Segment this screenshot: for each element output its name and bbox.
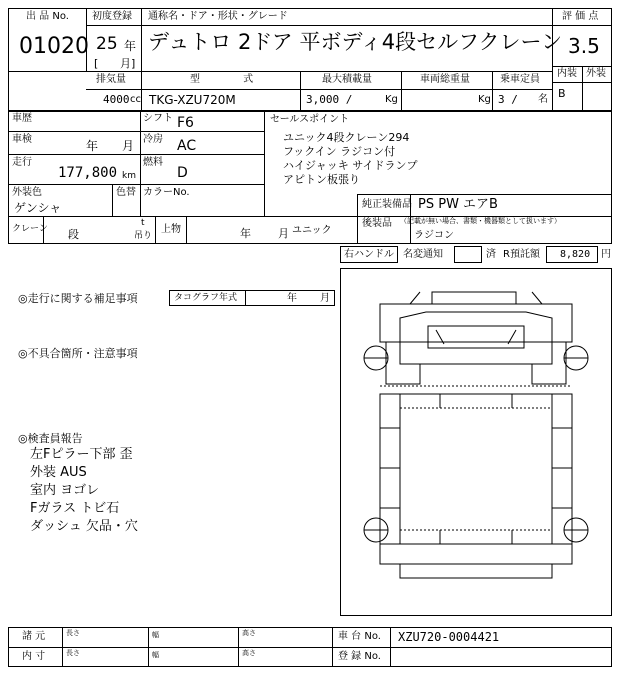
year-unit: 年 (124, 39, 137, 53)
max-load: 3,000 / (306, 93, 353, 106)
length-label: 長さ (66, 629, 80, 637)
genuine-equipment: PS PW エアB (418, 197, 498, 212)
body-label: 上物 (161, 224, 181, 235)
ext-color-label: 外装色 (12, 187, 42, 198)
ac: AC (177, 138, 197, 154)
chassis-label: 車 台 No. (338, 631, 381, 642)
first-reg-year: 25 (96, 34, 118, 54)
interior-grade: B (558, 87, 566, 100)
height-label-2: 高さ (242, 649, 256, 657)
score: 3.5 (568, 34, 600, 58)
max-load-unit: Kg (385, 94, 398, 105)
width-label: 幅 (152, 631, 159, 639)
mileage-unit: km (122, 171, 136, 181)
inspector-label: ◎検査員報告 (18, 432, 83, 445)
capacity-unit: 名 (538, 94, 548, 105)
specs-label: 諸 元 (22, 631, 46, 642)
shift: F6 (177, 115, 194, 131)
crane-label: クレーン (12, 224, 48, 234)
shift-label: シフト (143, 113, 173, 124)
crane-lift: 吊り (134, 231, 153, 241)
capacity-label: 乗車定員 (500, 74, 540, 85)
name-change-label: 名変通知 (403, 249, 443, 260)
mileage-label: 走行 (12, 157, 32, 168)
history-label: 車歴 (12, 113, 32, 124)
displacement: 4000 (103, 93, 130, 106)
name-label: 通称名・ドア・形状・グレード (148, 11, 288, 22)
exterior-grade-label: 外装 (586, 68, 606, 79)
interior-grade-label: 内装 (557, 68, 577, 79)
sales-points-label: セールスポイント (270, 114, 350, 125)
displacement-unit: cc (130, 94, 141, 105)
height-label: 高さ (242, 629, 256, 637)
body-maker: ユニック (292, 225, 332, 236)
mileage: 177,800 (58, 165, 118, 181)
crane-t: t (141, 218, 145, 228)
width-label-2: 幅 (152, 651, 159, 659)
displacement-label: 排気量 (96, 74, 126, 85)
inspector-report-item: Fガラス トビ石 (30, 501, 120, 516)
rhd-label: 右ハンドル (344, 249, 394, 260)
month-unit: 月] (120, 57, 136, 70)
inspector-report-item: 左Fピラー下部 歪 (30, 447, 133, 462)
aftermarket: ラジコン (414, 230, 454, 241)
aftermarket-label: 後装品 (362, 218, 392, 229)
sales-point: アピトン板張り (283, 173, 360, 186)
grade-label: 評 価 点 (562, 11, 599, 22)
model: TKG-XZU720M (149, 93, 236, 107)
body-year: 年 (240, 227, 251, 240)
fuel: D (177, 165, 188, 181)
aftermarket-note: （記載が無い場合、書類・機器類として扱います） (400, 217, 561, 225)
body-month: 月 (278, 227, 289, 240)
max-load-label: 最大積載量 (322, 74, 372, 85)
interior-dims-label: 内 寸 (22, 651, 46, 662)
gross-weight-unit: Kg (478, 94, 491, 105)
sales-point: ユニック4段クレーン294 (283, 131, 410, 144)
inspector-report-item: 外装 AUS (30, 465, 87, 480)
defects-label: ◎不具合箇所・注意事項 (18, 347, 138, 360)
color-no-label: 色替 (116, 187, 136, 198)
month-bracket: [ (94, 57, 99, 70)
tacho-month: 月 (320, 293, 330, 304)
recycle-deposit-label: R預託額 (503, 249, 540, 260)
sales-point: フックイン ラジコン付 (283, 145, 396, 158)
capacity: 3 / (498, 93, 518, 106)
inspector-report-item: ダッシュ 欠品・穴 (30, 519, 138, 534)
tachograph-label: タコグラフ年式 (174, 293, 238, 303)
lot-no-label: 出 品 No. (26, 11, 69, 22)
color-code-label: カラーNo. (143, 187, 190, 198)
gross-weight-label: 車両総重量 (420, 74, 470, 85)
driving-notes-label: ◎走行に関する補足事項 (18, 292, 138, 305)
fuel-label: 燃料 (143, 157, 163, 168)
ac-label: 冷房 (143, 134, 163, 145)
reg-label: 登 録 No. (338, 651, 381, 662)
lot-no: 01020 (19, 34, 89, 59)
inspection-label: 車検 (12, 134, 32, 145)
first-reg-label: 初度登録 (92, 11, 132, 22)
model-label: 型 式 (190, 74, 274, 85)
tacho-year: 年 (287, 293, 297, 304)
truck-damage-diagram (340, 268, 612, 616)
recycle-label: 済 (486, 249, 496, 260)
inspection-year: 年 (86, 139, 99, 153)
genuine-equipment-label: 純正装備品 (362, 199, 412, 210)
ext-color: ゲンシャ (14, 201, 62, 215)
inspection-month: 月 (122, 139, 135, 153)
recycle-deposit: 8,820 (560, 249, 591, 260)
length-label-2: 長さ (66, 649, 80, 657)
chassis-no: XZU720-0004421 (398, 630, 500, 644)
yen-unit: 円 (601, 249, 611, 260)
inspector-report-item: 室内 ヨゴレ (30, 483, 100, 498)
sales-point: ハイジャッキ サイドランプ (283, 159, 418, 172)
crane-stage: 段 (68, 228, 79, 241)
car-name: デュトロ 2ドア 平ボディ4段セルフクレーン (148, 30, 563, 54)
